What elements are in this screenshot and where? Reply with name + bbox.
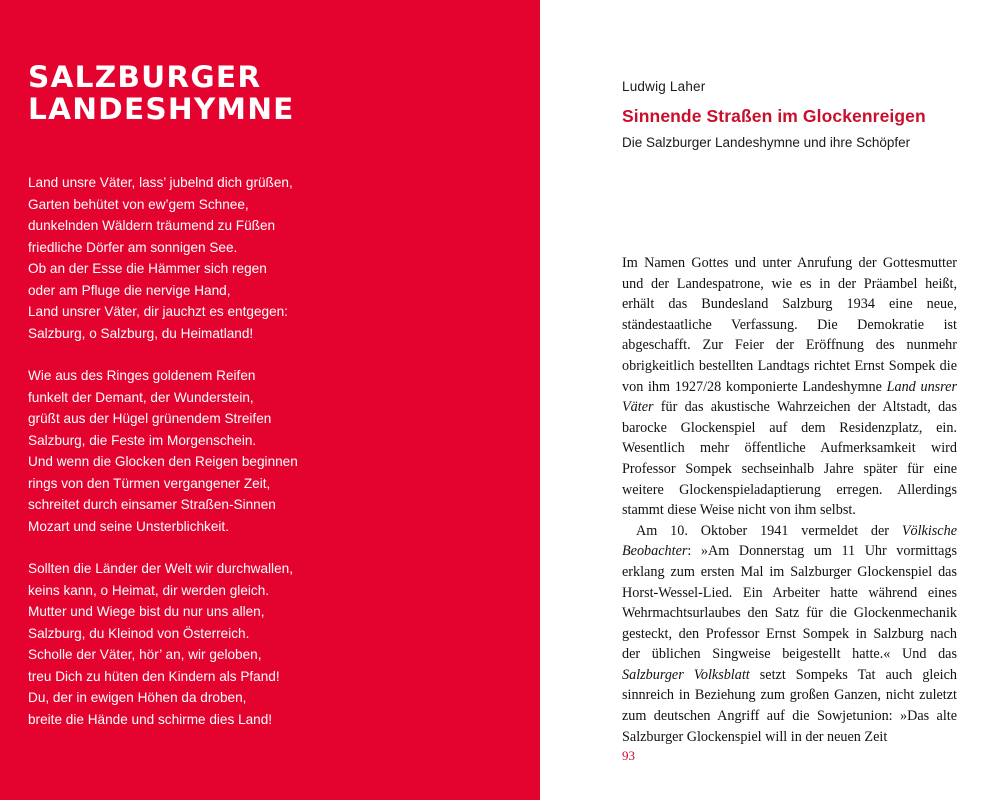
text-run: für das akustische Wahrzeichen der Altstadt, das barocke Glockenspiel auf dem Residenzplatz, ein. Wesentlich mehr öffentliche Aufmerksamkeit wird Professor Sompek sechseinhalb Jahre später für eine weitere Glockenspieladaptierung erregen. Allerdings stammt diese Weise nicht von ihm selbst. <box>622 399 957 519</box>
article-author: Ludwig Laher <box>622 79 706 94</box>
page-title: SALZBURGER LANDESHYMNE <box>28 60 295 126</box>
hymn-line: Und wenn die Glocken den Reigen beginnen <box>28 454 298 469</box>
hymn-line: Salzburg, du Kleinod von Österreich. <box>28 625 250 641</box>
hymn-line: Mozart und seine Unsterblichkeit. <box>28 518 229 534</box>
hymn-stanza <box>28 365 508 537</box>
hymn-line: schreitet durch einsamer Straßen-Sinnen <box>28 497 276 512</box>
hymn-stanzas <box>28 172 508 751</box>
text-run: : »Am Donnerstag um 11 Uhr vormittags erklang zum ersten Mal im Salzburger Glockenspiel das Horst-Wessel-Lied. Ein Arbeiter hatte während eines Wehrmachtsurlaubes den Satz für die Glockenmechanik gesteckt, den Professor Ernst Sompek in Salzburg nach der üblichen Singweise beigestellt hatte.« Und das <box>622 543 957 663</box>
hymn-line: treu Dich zu hüten den Kindern als Pfand! <box>28 668 280 684</box>
hymn-line: Land unsre Väter, lass’ jubelnd dich grüßen, <box>28 175 293 190</box>
hymn-line: dunkelnden Wäldern träumend zu Füßen <box>28 218 276 233</box>
body-paragraph <box>622 521 957 748</box>
hymn-line: breite die Hände und schirme dies Land! <box>28 711 273 727</box>
hymn-line: funkelt der Demant, der Wunderstein, <box>28 389 254 405</box>
hymn-line: Sollten die Länder der Welt wir durchwallen, <box>28 561 293 576</box>
text-run: Im Namen Gottes und unter Anrufung der Gottesmutter und der Landespatrone, wie es in der Präambel heißt, erhält das Bundesland Salzburg 1934 eine neue, ständestaatliche Verfassung. Die Demokratie ist abgeschafft. Zur Feier der Eröffnung des nunmehr obrigkeitlich bestellten Landtags richtet Ernst Sompek die von ihm 1927/28 komponierte Landeshymne <box>622 255 957 395</box>
italic-title-run: Land unsrer Väter <box>622 378 957 416</box>
article-title: Sinnende Straßen im Glockenreigen <box>622 106 926 126</box>
hymn-line: Salzburg, o Salzburg, du Heimatland! <box>28 325 254 341</box>
hymn-line: Salzburg, die Feste im Morgenschein. <box>28 432 257 448</box>
hymn-line: Du, der in ewigen Höhen da droben, <box>28 690 247 705</box>
hymn-line: oder am Pfluge die nervige Hand, <box>28 282 231 298</box>
article-subtitle: Die Salzburger Landeshymne und ihre Schöpfer <box>622 135 911 150</box>
hymn-line: keins kann, o Heimat, dir werden gleich. <box>28 582 270 598</box>
hymn-line: Ob an der Esse die Hämmer sich regen <box>28 261 267 276</box>
article-body <box>622 253 957 747</box>
hymn-stanza <box>28 558 508 730</box>
text-run: Am 10. Oktober 1941 vermeldet der <box>636 522 902 539</box>
body-paragraph <box>622 253 957 521</box>
hymn-line: grüßt aus der Hügel grünendem Streifen <box>28 411 272 426</box>
text-run: setzt Sompeks Tat auch gleich sinnreich in Beziehung zum großen Ganzen, nicht zuletzt zum deutschen Angriff auf die Sowjetunion: »Das alte Salzburger Glockenspiel will in der neuen Zeit <box>622 666 957 745</box>
hymn-line: Land unsrer Väter, dir jauchzt es entgegen: <box>28 304 288 319</box>
hymn-stanza <box>28 172 508 344</box>
right-page-article <box>540 0 1000 800</box>
hymn-line: Garten behütet von ew’gem Schnee, <box>28 196 249 212</box>
hymn-line: Wie aus des Ringes goldenem Reifen <box>28 368 256 383</box>
italic-title-run: Völkische Beobachter <box>622 522 957 560</box>
hymn-line: Scholle der Väter, hör’ an, wir geloben, <box>28 647 262 662</box>
hymn-line: Mutter und Wiege bist du nur uns allen, <box>28 604 265 619</box>
italic-title-run: Salzburger Volksblatt <box>622 666 750 683</box>
hymn-line: rings von den Türmen vergangener Zeit, <box>28 475 271 491</box>
hymn-line: friedliche Dörfer am sonnigen See. <box>28 239 238 255</box>
page-number: 93 <box>622 748 635 763</box>
